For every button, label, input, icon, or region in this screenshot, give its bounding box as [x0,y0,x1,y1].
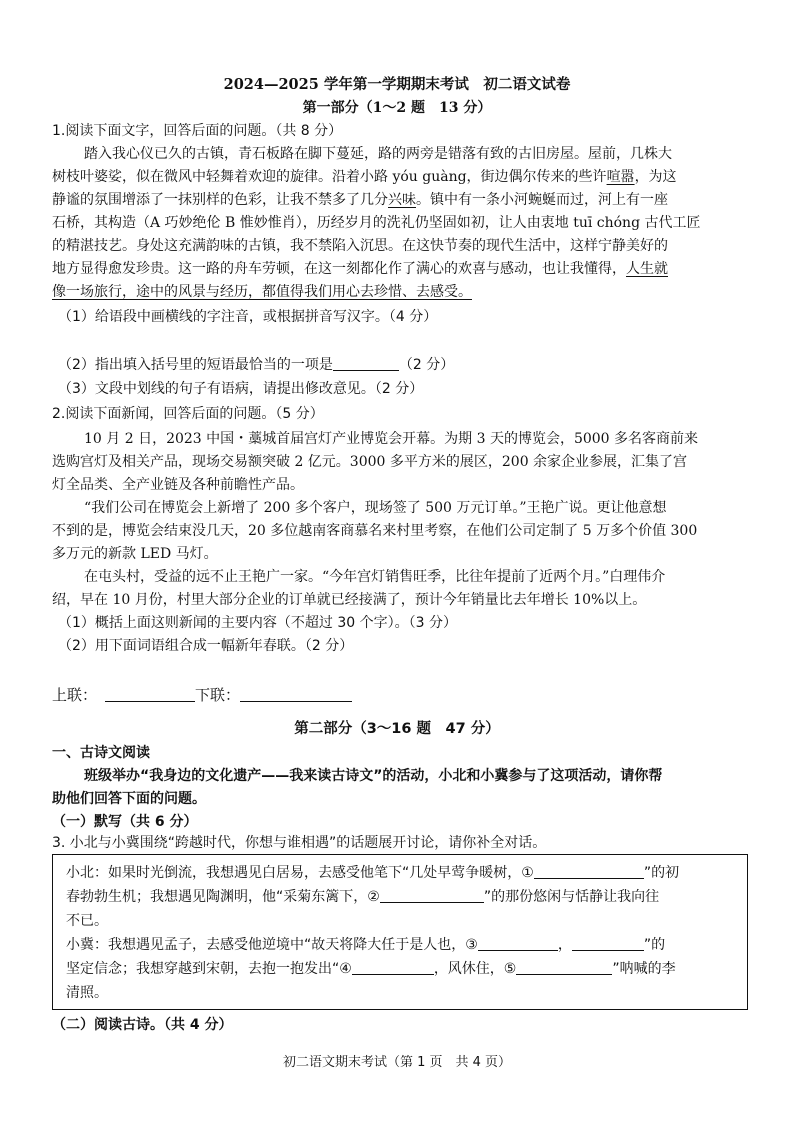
underlined-word-xuanxiao: 喧嚣 [606,169,635,185]
dictation-blank-3b[interactable] [572,936,644,951]
q2-passage-line: 选购宫灯及相关产品，现场交易额突破 2 亿元。3000 多平方米的展区，200 余家企业参展，汇集了宫 [52,454,688,470]
passage-text: 地方显得愈发珍贵。这一路的舟车劳顿，在这一刻都化作了满心的欢喜与感动，也让我懂得， [52,261,626,277]
dictation-blank-3a[interactable] [478,936,558,951]
q1-passage-line: 踏入我心仪已久的古镇，青石板路在脚下蔓延，路的两旁是错落有致的古旧房屋。屋前，几株大 [84,146,672,162]
subsection-poem-reading: （二）阅读古诗。（共 4 分） [52,1017,233,1033]
q1-sub3: （3）文段中划线的句子有语病，请提出修改意见。（2 分） [58,381,424,397]
dictation-blank-5[interactable] [516,960,612,975]
subsection-dictation: （一）默写（共 6 分） [52,814,198,830]
q1-sub1: （1）给语段中画横线的字注音，或根据拼音写汉字。（4 分） [58,309,438,325]
part2-heading: 第二部分（3～16 题 47 分） [294,721,500,737]
passage-text: 静谧的氛围增添了一抹别样的色彩，让我不禁多了几分 [52,192,388,208]
dialog-text: 小北：如果时光倒流，我想遇见白居易，去感受他笔下“几处早莺争暖树，① [66,865,534,881]
page-title: 2024—2025 学年第一学期期末考试 初二语文试卷 [223,76,571,93]
couplet-answer-row [52,684,752,706]
q2-passage-line: 在屯头村，受益的远不止王艳广一家。“今年宫灯销售旺季，比往年提前了近两个月。”白理伟介 [84,569,666,585]
upper-couplet-blank[interactable] [105,687,195,702]
passage-text: ，为这 [634,169,677,185]
q1-sub2 [58,354,758,376]
activity-intro-line: 助他们回答下面的问题。 [52,791,206,807]
dialog-text: 小冀：我想遇见孟子，去感受他逆境中“故天将降大任于是人也，③ [66,937,478,953]
section-ancient-poetry: 一、古诗文阅读 [52,745,150,761]
underlined-sentence: 人生就 [626,261,668,277]
underlined-sentence: 像一场旅行，途中的风景与经历，都值得我们用心去珍惜、去感受。 [52,284,472,300]
dialog-line [66,886,742,908]
passage-text: 。镇中有一条小河蜿蜒而过，河上有一座 [416,192,668,208]
dialog-text: 坚定信念；我想穿越到宋朝，去抱一抱发出“④ [66,961,352,977]
upper-couplet-label: 上联： [52,686,98,704]
lower-couplet-label: 下联： [195,686,241,704]
answer-blank-choice[interactable] [333,356,399,371]
dialog-text: ”呐喊的李 [612,961,676,977]
dialog-line [66,958,742,980]
q3-stem: 3. 小北与小冀围绕“跨越时代，你想与谁相遇”的话题展开讨论，请你补全对话。 [52,835,547,851]
dictation-blank-4[interactable] [352,960,434,975]
q2-passage-line: 不到的是，博览会结束没几天，20 多位越南客商慕名来村里考察，在他们公司定制了 5 万多个价值 300 [52,523,698,539]
q2-passage-line: 10 月 2 日，2023 中国・藁城首届宫灯产业博览会开幕。为期 3 天的博览会，5000 多名客商前来 [84,431,699,447]
dialog-line [66,934,742,956]
page-footer: 初二语文期末考试（第 1 页 共 4 页） [282,1055,512,1070]
q2-passage-line: 多万元的新款 LED 马灯。 [52,546,218,562]
dialog-text: ，风休住，⑤ [433,961,517,977]
dialog-text: ”的初 [643,865,680,881]
dictation-blank-2[interactable] [380,888,484,903]
part1-heading: 第一部分（1～2 题 13 分） [302,100,492,116]
q1-passage-line [52,189,752,211]
q2-passage-line: “我们公司在博览会上新增了 200 多个客户，现场签了 500 万元订单。”王艳广说。更让他意想 [84,500,667,516]
dialog-line: 不已。 [66,913,108,929]
q1-stem: 1.阅读下面文字，回答后面的问题。（共 8 分） [52,123,343,139]
dialog-line [66,862,742,884]
q2-passage-line: 灯全品类、全产业链及各种前瞻性产品。 [52,477,304,493]
q1-passage-line [52,258,752,280]
q1-sub2-prefix: （2）指出填入括号里的短语最恰当的一项是 [58,357,333,373]
lower-couplet-blank[interactable] [240,687,352,702]
q1-passage-line: 的精湛技艺。身处这充满韵味的古镇，我不禁陷入沉思。在这快节奏的现代生活中，这样宁静美好的 [52,238,668,254]
q2-sub1: （1）概括上面这则新闻的主要内容（不超过 30 个字）。（3 分） [58,615,457,631]
q2-sub2: （2）用下面词语组合成一幅新年春联。（2 分） [58,638,354,654]
q2-passage-line: 绍，早在 10 月份，村里大部分企业的订单就已经接满了，预计今年销量比去年增长 10%以上。 [52,592,647,608]
q1-sub2-suffix: （2 分） [398,357,455,373]
dialog-text: ”的那份悠闲与恬静让我向往 [483,889,660,905]
dialog-line: 清照。 [66,985,108,1001]
dialog-text: ”的 [643,937,666,953]
activity-intro-line: 班级举办“我身边的文化遗产——我来读古诗文”的活动，小北和小冀参与了这项活动，请你帮 [84,768,663,784]
dialog-text: ， [557,937,572,953]
dialog-text: 春勃勃生机；我想遇见陶渊明，他“采菊东篱下，② [66,889,380,905]
q2-stem: 2.阅读下面新闻，回答后面的问题。（5 分） [52,406,324,422]
underlined-word-xingwei: 兴味 [388,192,416,208]
q1-passage-line [52,281,752,303]
q1-passage-line: 石桥，其构造（A 巧妙绝伦 B 惟妙惟肖），历经岁月的洗礼仍坚固如初，让人由衷地 tuī chóng 古代工匠 [52,215,701,231]
q1-passage-line [52,166,752,188]
passage-text: 树枝叶婆娑，似在微风中轻舞着欢迎的旋律。沿着小路 yóu guàng，街边偶尔传来的些许 [52,169,607,185]
dictation-blank-1[interactable] [534,864,644,879]
